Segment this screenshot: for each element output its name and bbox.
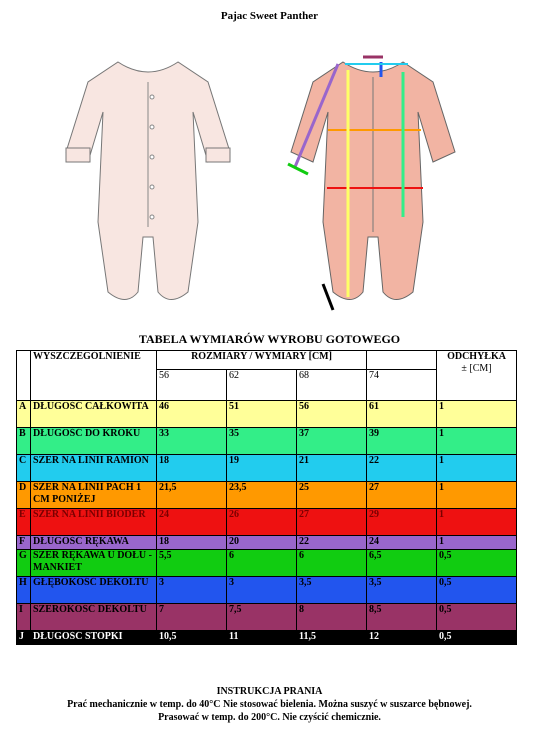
row-value-68: 37 (297, 428, 367, 455)
row-value-74: 39 (367, 428, 437, 455)
row-value-68: 22 (297, 536, 367, 550)
row-tolerance: 1 (437, 455, 517, 482)
row-value-68: 6 (297, 550, 367, 577)
table-row (17, 631, 517, 645)
row-value-56: 33 (157, 428, 227, 455)
row-value-56: 18 (157, 536, 227, 550)
row-value-62: 7,5 (227, 604, 297, 631)
row-tolerance: 0,5 (437, 631, 517, 645)
row-value-68: 11,5 (297, 631, 367, 645)
table-row (17, 482, 517, 509)
row-tolerance: 0,5 (437, 550, 517, 577)
row-value-74: 22 (367, 455, 437, 482)
size-table (16, 350, 517, 645)
row-name: SZER NA LINII BIODER (31, 509, 157, 536)
row-value-74: 27 (367, 482, 437, 509)
garment-measurement-diagram (283, 52, 463, 312)
row-value-62: 3 (227, 577, 297, 604)
row-value-74: 6,5 (367, 550, 437, 577)
row-value-56: 24 (157, 509, 227, 536)
row-value-74: 29 (367, 509, 437, 536)
row-value-62: 35 (227, 428, 297, 455)
row-value-62: 11 (227, 631, 297, 645)
row-letter: H (17, 577, 31, 604)
row-value-68: 3,5 (297, 577, 367, 604)
row-value-56: 18 (157, 455, 227, 482)
row-value-62: 51 (227, 401, 297, 428)
row-tolerance: 1 (437, 509, 517, 536)
row-name: SZER NA LINII PACH 1 CM PONIŻEJ (31, 482, 157, 509)
table-row (17, 401, 517, 428)
row-value-62: 19 (227, 455, 297, 482)
row-value-74: 24 (367, 536, 437, 550)
row-value-68: 27 (297, 509, 367, 536)
sizes-header: ROZMIARY / WYMIARY [CM] (157, 351, 367, 370)
row-value-56: 3 (157, 577, 227, 604)
row-name: DŁUGOŚĆ RĘKAWA (31, 536, 157, 550)
row-name: DŁUGOŚĆ CAŁKOWITA (31, 401, 157, 428)
row-value-68: 56 (297, 401, 367, 428)
row-letter: J (17, 631, 31, 645)
table-row (17, 455, 517, 482)
row-value-74: 8,5 (367, 604, 437, 631)
product-title: Pajac Sweet Panther (220, 10, 319, 22)
table-title: TABELA WYMIARÓW WYROBU GOTOWEGO (138, 332, 401, 346)
row-tolerance: 1 (437, 482, 517, 509)
size-74: 74 (367, 370, 437, 401)
row-letter: B (17, 428, 31, 455)
row-name: DŁUGOŚĆ STOPKI (31, 631, 157, 645)
row-letter: F (17, 536, 31, 550)
table-row (17, 550, 517, 577)
row-value-68: 25 (297, 482, 367, 509)
row-tolerance: 0,5 (437, 577, 517, 604)
size-56: 56 (157, 370, 227, 401)
row-value-56: 46 (157, 401, 227, 428)
size-62: 62 (227, 370, 297, 401)
row-value-56: 7 (157, 604, 227, 631)
row-name: DŁUGOŚĆ DO KROKU (31, 428, 157, 455)
row-letter: I (17, 604, 31, 631)
row-value-56: 10,5 (157, 631, 227, 645)
row-letter: E (17, 509, 31, 536)
tolerance-header: ODCHYŁKA ± [CM] (437, 351, 517, 401)
row-value-74: 3,5 (367, 577, 437, 604)
row-letter: G (17, 550, 31, 577)
size-68: 68 (297, 370, 367, 401)
table-row (17, 509, 517, 536)
washing-instructions: INSTRUKCJA PRANIA Prać mechanicznie w temp. do 40°C Nie stosować bielenia. Można suszyć w suszarce bębnowej. Prasować w temp. do 200°C. Nie czyścić chemicznie. (67, 686, 472, 723)
spec-header: WYSZCZEGÓLNIENIE (31, 351, 157, 401)
table-row (17, 536, 517, 550)
row-value-62: 26 (227, 509, 297, 536)
row-value-56: 5,5 (157, 550, 227, 577)
table-row (17, 577, 517, 604)
table-row (17, 604, 517, 631)
row-value-74: 12 (367, 631, 437, 645)
row-value-56: 21,5 (157, 482, 227, 509)
row-tolerance: 1 (437, 428, 517, 455)
row-name: SZER RĘKAWA U DOŁU - MANKIET (31, 550, 157, 577)
row-tolerance: 1 (437, 401, 517, 428)
row-tolerance: 0,5 (437, 604, 517, 631)
row-name: SZEROKOŚĆ DEKOLTU (31, 604, 157, 631)
row-name: SZER NA LINII RAMION (31, 455, 157, 482)
row-value-62: 20 (227, 536, 297, 550)
row-name: GŁĘBOKOŚĆ DEKOLTU (31, 577, 157, 604)
row-tolerance: 1 (437, 536, 517, 550)
row-value-68: 8 (297, 604, 367, 631)
row-value-62: 6 (227, 550, 297, 577)
row-value-62: 23,5 (227, 482, 297, 509)
table-row (17, 428, 517, 455)
row-letter: A (17, 401, 31, 428)
row-letter: C (17, 455, 31, 482)
row-value-68: 21 (297, 455, 367, 482)
row-letter: D (17, 482, 31, 509)
garment-sketch-front (58, 52, 238, 312)
row-value-74: 61 (367, 401, 437, 428)
